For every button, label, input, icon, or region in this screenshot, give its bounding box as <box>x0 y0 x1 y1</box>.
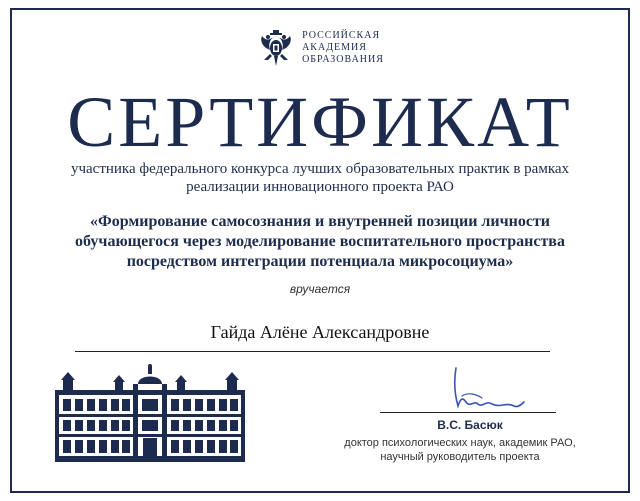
awarded-label: вручается <box>289 282 351 296</box>
subtitle-line2: реализации инновационного проекта РАО <box>186 179 454 195</box>
signatory-name: В.С. Басюк <box>437 418 503 432</box>
signatory-title-line2: научный руководитель проекта <box>380 451 540 463</box>
project-line1: «Формирование самосознания и внутренней позиции личности <box>89 213 551 230</box>
project-title <box>30 212 610 272</box>
signature-line <box>380 412 556 413</box>
project-line2: обучающегося через моделирование воспитательного пространства <box>75 233 565 250</box>
recipient-name: Гайда Алёне Александровне <box>210 322 430 342</box>
organization-name <box>302 30 384 66</box>
organization-name-line2: АКАДЕМИЯ <box>302 42 367 53</box>
organization-logo <box>0 28 640 68</box>
signatory-title-line1: доктор психологических наук, академик РАО, <box>344 437 576 449</box>
subtitle-line1: участника федерального конкурса лучших образовательных практик в рамках <box>70 161 570 177</box>
project-line3: посредством интеграции потенциала микросоциума» <box>126 253 514 270</box>
signatory-title <box>300 436 620 464</box>
academy-building-icon <box>55 362 245 462</box>
handwritten-signature <box>448 366 528 416</box>
certificate-subtitle <box>30 160 610 196</box>
organization-name-line3: ОБРАЗОВАНИЯ <box>302 54 384 65</box>
certificate-title: СЕРТИФИКАТ <box>67 82 573 162</box>
recipient-underline <box>75 351 550 352</box>
double-headed-eagle-icon <box>256 28 296 68</box>
organization-name-line1: РОССИЙСКАЯ <box>302 30 381 41</box>
